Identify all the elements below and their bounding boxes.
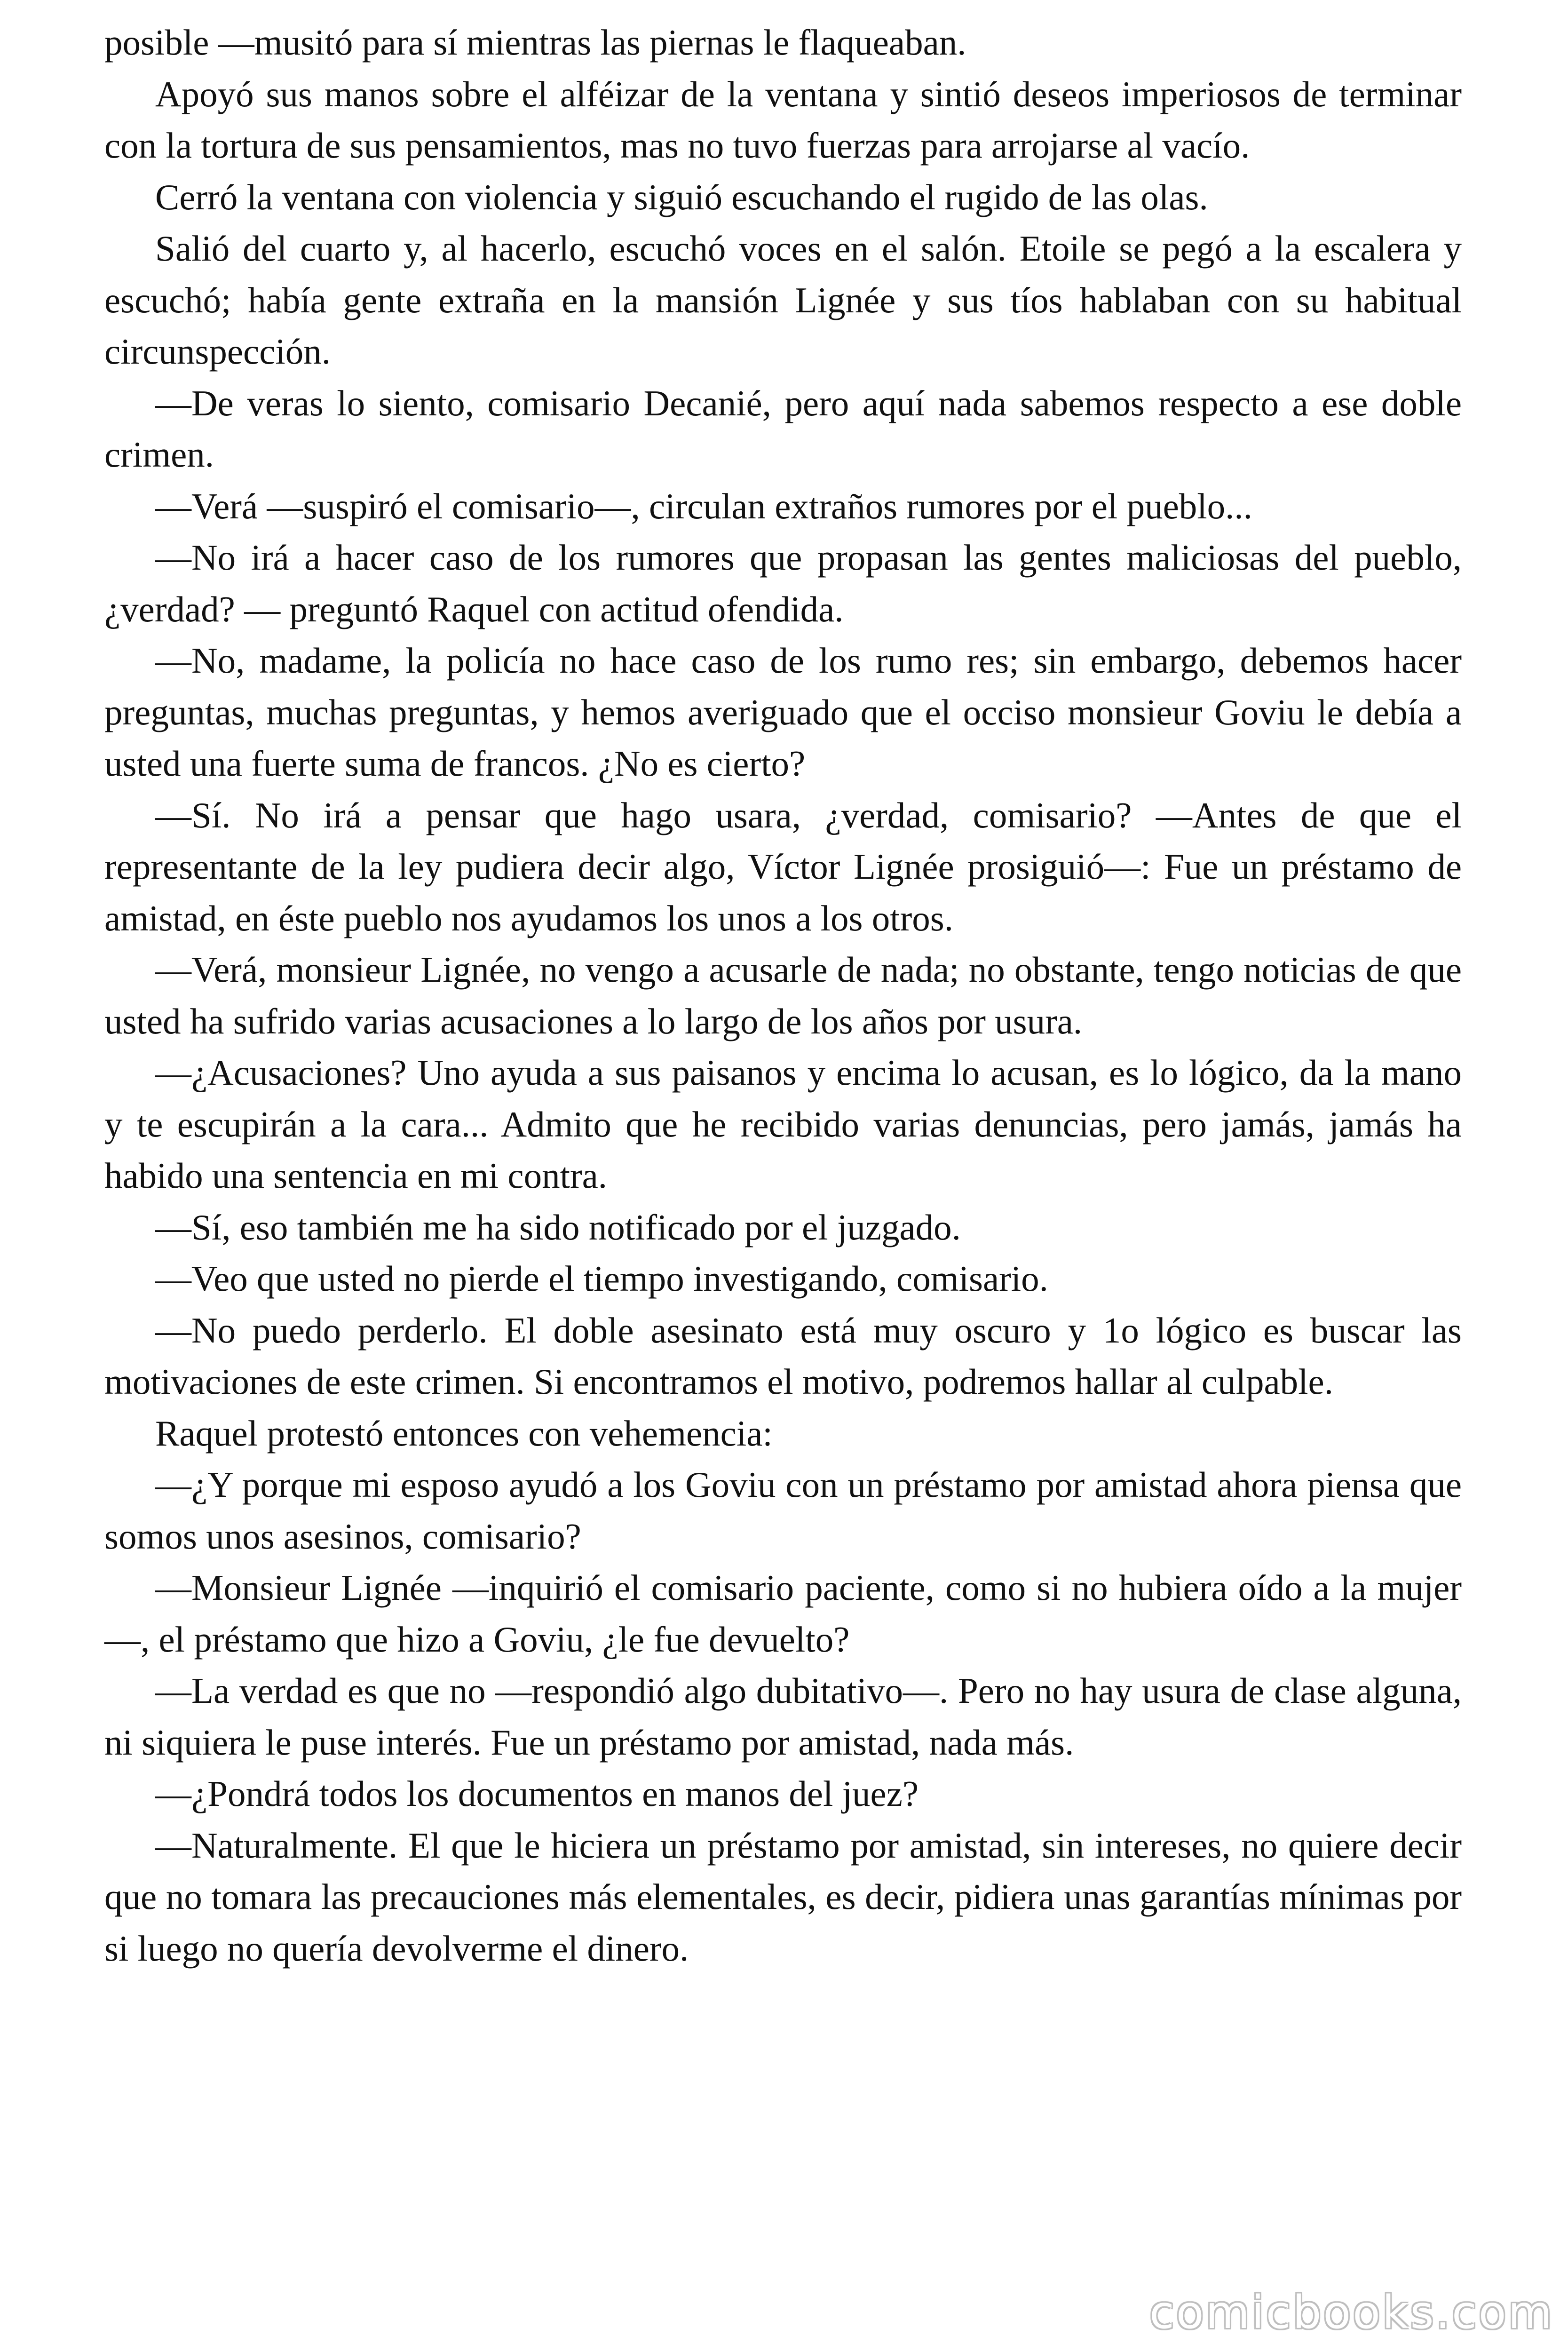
- paragraph-14: —No puedo perderlo. El doble asesinato está muy oscuro y 1o lógico es buscar las motivaciones de este crimen. Si encontramos el motivo, podremos hallar al culpable.: [104, 1310, 1462, 1402]
- paragraph-16: —¿Y porque mi esposo ayudó a los Goviu con un préstamo por amistad ahora piensa que somos unos asesinos, comisario?: [104, 1464, 1462, 1557]
- paragraph-17: —Monsieur Lignée —inquirió el comisario paciente, como si no hubiera oído a la mujer—, el préstamo que hizo a Goviu, ¿le fue devuelto?: [104, 1567, 1462, 1660]
- paragraph-3: Cerró la ventana con violencia y siguió escuchando el rugido de las olas.: [155, 176, 1208, 217]
- paragraph-13: —Veo que usted no pierde el tiempo investigando, comisario.: [155, 1258, 1048, 1299]
- paragraph-10: —Verá, monsieur Lignée, no vengo a acusarle de nada; no obstante, tengo noticias de que usted ha sufrido varias acusaciones a lo largo de los años por usura.: [104, 949, 1462, 1041]
- paragraph-19: —¿Pondrá todos los documentos en manos del juez?: [155, 1773, 919, 1814]
- paragraph-9: —Sí. No irá a pensar que hago usara, ¿verdad, comisario? —Antes de que el representante de la ley pudiera decir algo, Víctor Lignée prosiguió—: Fue un préstamo de amistad, en éste pueblo nos ayudamos los unos a los otros.: [104, 795, 1462, 938]
- paragraph-12: —Sí, eso también me ha sido notificado por el juzgado.: [155, 1207, 961, 1248]
- watermark: comicbooks.com: [1149, 2286, 1554, 2339]
- paragraph-2: Apoyó sus manos sobre el alféizar de la ventana y sintió deseos imperiosos de terminar con la tortura de sus pensamientos, mas no tuvo fuerzas para arrojarse al vacío.: [104, 73, 1462, 166]
- paragraph-5: —De veras lo siento, comisario Decanié, pero aquí nada sabemos respecto a ese doble crimen.: [104, 382, 1462, 475]
- paragraph-7: —No irá a hacer caso de los rumores que propasan las gentes maliciosas del pueblo, ¿verdad? — preguntó Raquel con actitud ofendida.: [104, 537, 1462, 629]
- paragraph-20: —Naturalmente. El que le hiciera un préstamo por amistad, sin intereses, no quiere decir que no tomara las precauciones más elementales, es decir, pidiera unas garantías mínimas por si luego no quería devolverme el dinero.: [104, 1825, 1462, 1969]
- paragraph-6: —Verá —suspiró el comisario—, circulan extraños rumores por el pueblo...: [155, 485, 1252, 526]
- document-page: [104, 17, 1462, 1974]
- paragraph-15: Raquel protestó entonces con vehemencia:: [155, 1413, 773, 1454]
- paragraph-11: —¿Acusaciones? Uno ayuda a sus paisanos y encima lo acusan, es lo lógico, da la mano y te escupirán a la cara... Admito que he recibido varias denuncias, pero jamás, jamás ha habido una sentencia en mi contra.: [104, 1052, 1462, 1196]
- paragraph-4: Salió del cuarto y, al hacerlo, escuchó voces en el salón. Etoile se pegó a la escalera y escuchó; había gente extraña en la mansión Lignée y sus tíos hablaban con su habitual circunspección.: [104, 228, 1462, 372]
- paragraph-8: —No, madame, la policía no hace caso de los rumo res; sin embargo, debemos hacer preguntas, muchas preguntas, y hemos averiguado que el occiso monsieur Goviu le debía a usted una fuerte suma de francos. ¿No es cierto?: [104, 640, 1462, 784]
- paragraph-1: posible —musitó para sí mientras las piernas le flaqueaban.: [104, 22, 966, 63]
- paragraph-18: —La verdad es que no —respondió algo dubitativo—. Pero no hay usura de clase alguna, ni siquiera le puse interés. Fue un préstamo por amistad, nada más.: [104, 1670, 1462, 1763]
